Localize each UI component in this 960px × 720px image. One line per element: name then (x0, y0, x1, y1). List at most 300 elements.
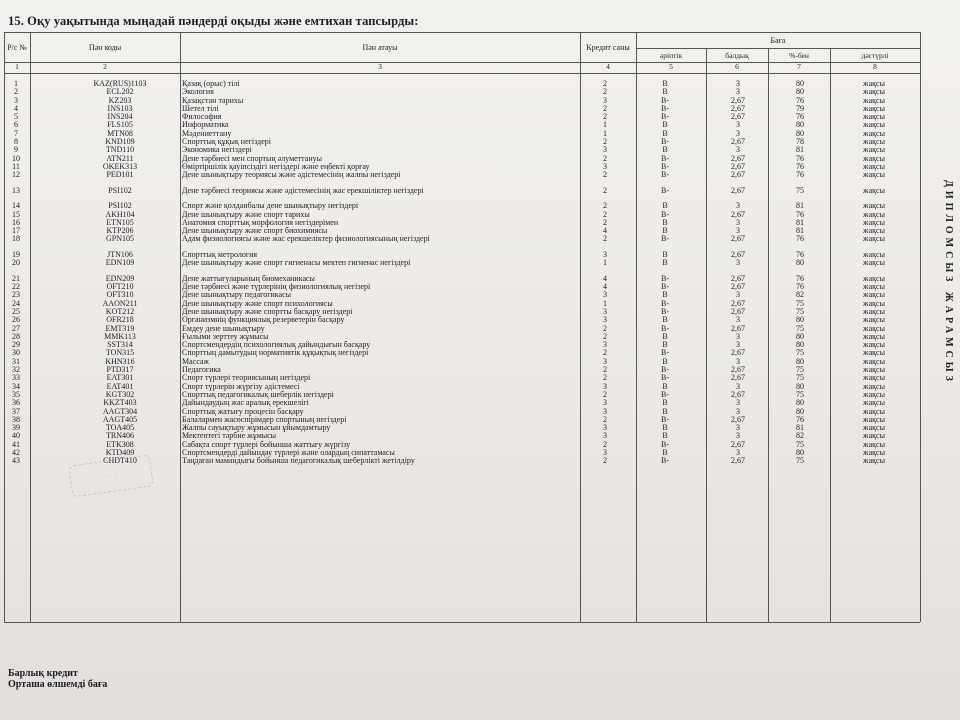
credit-count: 2 (603, 323, 607, 333)
table-row (4, 358, 920, 366)
document-footer (8, 668, 107, 690)
subject-name: Дене шынықтыру және спорт тарихы (182, 209, 310, 219)
grade-points: 3 (736, 423, 740, 433)
grade-percent: 76 (796, 161, 804, 171)
grade-percent: 81 (796, 201, 804, 211)
table-border-bottom (4, 622, 920, 623)
grade-percent: 75 (796, 456, 804, 466)
table-row (4, 171, 920, 187)
credit-count: 3 (603, 381, 607, 391)
traditional-grade: жақсы (863, 103, 885, 113)
row-number: 14 (12, 201, 20, 211)
table-row (4, 399, 920, 407)
table-row (4, 333, 920, 341)
credit-count: 2 (603, 201, 607, 211)
row-number: 22 (12, 282, 20, 292)
subject-name: Дене шынықтыру және спортты басқару негіздері (182, 306, 353, 316)
grade-percent: 76 (796, 273, 804, 283)
subject-name: Дене шынықтыру педагогикасы (182, 290, 292, 300)
traditional-grade: жақсы (863, 128, 885, 138)
subject-name: Дене тәрбиесі және түрлерінің физиологиялық негізері (182, 282, 371, 292)
grade-points: 2,67 (731, 282, 745, 292)
grade-percent: 76 (796, 153, 804, 163)
row-number: 38 (12, 414, 20, 424)
credit-count: 2 (603, 103, 607, 113)
grade-percent: 75 (796, 389, 804, 399)
subject-name: Спортсмендерді дайындау түрлері және олардың сипаттамасы (182, 447, 395, 457)
grade-points: 2,67 (731, 249, 745, 259)
subject-code: CHDT410 (103, 456, 137, 466)
credit-count: 2 (603, 439, 607, 449)
letter-grade: B- (661, 414, 669, 424)
grade-points: 2,67 (731, 439, 745, 449)
subject-name: Спорттың дамытудың нормативтік құқықтық негіздері (182, 348, 369, 358)
traditional-grade: жақсы (863, 217, 885, 227)
credit-count: 4 (603, 273, 607, 283)
credit-count: 2 (603, 112, 607, 122)
header-credit: Кредит саны (586, 42, 630, 52)
table-header (4, 32, 920, 62)
row-number: 29 (12, 340, 20, 350)
subject-code: AKH104 (105, 209, 135, 219)
table-row (4, 138, 920, 146)
grade-points: 2,67 (731, 348, 745, 358)
traditional-grade: жақсы (863, 356, 885, 366)
credit-count: 3 (603, 315, 607, 325)
grade-points: 2,67 (731, 414, 745, 424)
subject-code: OKEK313 (102, 161, 138, 171)
grade-percent: 78 (796, 137, 804, 147)
subject-name: Спорт түрлері теориясының негіздері (182, 373, 311, 383)
subject-name: Ғылыми зерттеу жұмысы (182, 331, 269, 341)
subject-code: KHN316 (105, 356, 135, 366)
column-number: 2 (103, 62, 107, 71)
table-row (4, 211, 920, 219)
table-row (4, 259, 920, 275)
subject-name: Балалармен жасөспірімдер спортының негіздері (182, 414, 347, 424)
subject-name: Сабақта спорт түрлері бойынша жаттығу жүргізу (182, 439, 351, 449)
subject-name: Дене шынықтыру теориясы және әдістемесінің жалпы негіздері (182, 170, 401, 180)
letter-grade: B- (661, 153, 669, 163)
letter-grade: B- (661, 348, 669, 358)
credit-count: 3 (603, 95, 607, 105)
subject-code: EDN209 (105, 273, 135, 283)
row-number: 36 (12, 398, 20, 408)
grade-points: 3 (736, 145, 740, 155)
grade-percent: 81 (796, 145, 804, 155)
subject-name: Дене тәрбиесі теориясы және әдістемесінің жас ерекшіліктер негіздері (182, 185, 424, 195)
letter-grade: B- (661, 209, 669, 219)
letter-grade: B- (661, 234, 669, 244)
traditional-grade: жақсы (863, 290, 885, 300)
letter-grade: B (662, 356, 668, 366)
grade-points: 2,67 (731, 373, 745, 383)
grade-points: 2,67 (731, 153, 745, 163)
letter-grade: B (662, 290, 668, 300)
subject-name: Экология (182, 87, 214, 97)
letter-grade: B (662, 398, 668, 408)
credit-count: 3 (603, 398, 607, 408)
subject-code: FLS105 (107, 120, 133, 130)
traditional-grade: жақсы (863, 381, 885, 391)
table-row (4, 325, 920, 333)
header-traditional: дәстүрлі (861, 51, 889, 60)
row-number: 17 (12, 226, 20, 236)
traditional-grade: жақсы (863, 79, 885, 88)
grade-points: 2,67 (731, 185, 745, 195)
traditional-grade: жақсы (863, 398, 885, 408)
grade-percent: 80 (796, 381, 804, 391)
traditional-grade: жақсы (863, 95, 885, 105)
letter-grade: B (662, 79, 668, 88)
grade-points: 3 (736, 87, 740, 97)
table-row (4, 283, 920, 291)
row-number: 5 (14, 112, 18, 122)
row-number: 10 (12, 153, 20, 163)
grade-percent: 76 (796, 112, 804, 122)
letter-grade: B- (661, 306, 669, 316)
letter-grade: B- (661, 323, 669, 333)
subject-code: OFT210 (106, 282, 134, 292)
row-number: 2 (14, 87, 18, 97)
table-row (4, 146, 920, 154)
grade-percent: 75 (796, 348, 804, 358)
grade-percent: 80 (796, 120, 804, 130)
table-row (4, 308, 920, 316)
credit-count: 2 (603, 373, 607, 383)
credit-count: 2 (603, 365, 607, 375)
grade-percent: 75 (796, 298, 804, 308)
gpa-label: Орташа өлшемді баға (8, 679, 108, 690)
letter-grade: B- (661, 185, 669, 195)
traditional-grade: жақсы (863, 373, 885, 383)
row-number: 34 (12, 381, 20, 391)
letter-grade: B- (661, 373, 669, 383)
row-number: 41 (12, 439, 20, 449)
subject-name: Қазақ (орыс) тілі (182, 79, 240, 88)
grade-points: 3 (736, 431, 740, 441)
letter-grade: B (662, 431, 668, 441)
row-number: 28 (12, 331, 20, 341)
grade-percent: 76 (796, 170, 804, 180)
letter-grade: B- (661, 456, 669, 466)
table-row (4, 202, 920, 210)
traditional-grade: жақсы (863, 365, 885, 375)
subject-code: ATN211 (106, 153, 134, 163)
table-row (4, 416, 920, 424)
grade-points: 3 (736, 290, 740, 300)
table-row (4, 383, 920, 391)
subject-name: Анатомия спорттық морфология негіздерімен (182, 217, 339, 227)
row-number: 15 (12, 209, 20, 219)
traditional-grade: жақсы (863, 414, 885, 424)
grade-percent: 76 (796, 282, 804, 292)
traditional-grade: жақсы (863, 331, 885, 341)
grade-percent: 81 (796, 217, 804, 227)
letter-grade: B (662, 331, 668, 341)
letter-grade: B- (661, 103, 669, 113)
row-number: 40 (12, 431, 20, 441)
subject-name: Спорт түрлерін жүргізу әдістемесі (182, 381, 300, 391)
table-row (4, 105, 920, 113)
grade-percent: 75 (796, 439, 804, 449)
grade-percent: 80 (796, 340, 804, 350)
grade-points: 3 (736, 406, 740, 416)
credit-count: 2 (603, 234, 607, 244)
subject-name: Спорттық метрология (182, 249, 258, 259)
subject-code: EDN109 (105, 258, 135, 268)
table-row (4, 300, 920, 308)
letter-grade: B- (661, 439, 669, 449)
grade-percent: 80 (796, 258, 804, 268)
column-number: 5 (669, 62, 673, 71)
row-number: 39 (12, 423, 20, 433)
table-row (4, 291, 920, 299)
table-row (4, 366, 920, 374)
traditional-grade: жақсы (863, 306, 885, 316)
row-number: 8 (14, 137, 18, 147)
grade-points: 2,67 (731, 389, 745, 399)
subject-name: Дене тәрбиесі мен спортың әлуметтануы (182, 153, 322, 163)
table-row (4, 219, 920, 227)
traditional-grade: жақсы (863, 340, 885, 350)
subject-name: Экономика негіздері (182, 145, 252, 155)
credit-count: 2 (603, 217, 607, 227)
traditional-grade: жақсы (863, 185, 885, 195)
letter-grade: B- (661, 112, 669, 122)
credit-count: 2 (603, 170, 607, 180)
letter-grade: B (662, 87, 668, 97)
grade-points: 3 (736, 340, 740, 350)
grade-points: 2,67 (731, 365, 745, 375)
grade-percent: 76 (796, 234, 804, 244)
letter-grade: B (662, 406, 668, 416)
traditional-grade: жақсы (863, 120, 885, 130)
subject-name: Педагогика (182, 365, 221, 375)
total-credits-label: Барлық кредит (8, 668, 78, 679)
table-row (4, 275, 920, 283)
table-row (4, 130, 920, 138)
letter-grade: B (662, 249, 668, 259)
credit-count: 3 (603, 290, 607, 300)
grade-points: 2,67 (731, 456, 745, 466)
subject-name: Организмнің функциялық резерветерін басқару (182, 315, 345, 325)
table-row (4, 441, 920, 449)
credit-count: 1 (603, 128, 607, 138)
table-row (4, 227, 920, 235)
table-border-top (4, 32, 920, 33)
traditional-grade: жақсы (863, 298, 885, 308)
row-number: 3 (14, 95, 18, 105)
row-number: 31 (12, 356, 20, 366)
credit-count: 2 (603, 389, 607, 399)
row-number: 19 (12, 249, 20, 259)
grade-points: 3 (736, 201, 740, 211)
grade-points: 3 (736, 315, 740, 325)
subject-code: AAGT405 (102, 414, 138, 424)
grade-points: 2,67 (731, 95, 745, 105)
column-number: 4 (606, 62, 610, 71)
table-row (4, 391, 920, 399)
grade-points: 2,67 (731, 209, 745, 219)
row-number: 1 (14, 79, 18, 88)
traditional-grade: жақсы (863, 406, 885, 416)
credit-count: 3 (603, 306, 607, 316)
row-number: 7 (14, 128, 18, 138)
grade-points: 3 (736, 331, 740, 341)
traditional-grade: жақсы (863, 323, 885, 333)
subject-name: Дене шынықтыру және спорт психологиясы (182, 298, 333, 308)
grade-percent: 76 (796, 209, 804, 219)
table-row (4, 80, 920, 88)
letter-grade: B (662, 201, 668, 211)
letter-grade: B- (661, 95, 669, 105)
grade-points: 3 (736, 79, 740, 88)
credit-count: 2 (603, 348, 607, 358)
grade-points: 3 (736, 447, 740, 457)
letter-grade: B (662, 217, 668, 227)
letter-grade: B- (661, 389, 669, 399)
credit-count: 2 (603, 456, 607, 466)
subject-code: AAON211 (102, 298, 138, 308)
grade-percent: 80 (796, 447, 804, 457)
traditional-grade: жақсы (863, 315, 885, 325)
subject-name: Дене шынықтыру және спорт гигиенасы мектеп гигиенас негіздері (182, 258, 411, 268)
subject-code: KGT302 (105, 389, 135, 399)
header-letter: әріптік (659, 51, 683, 60)
subject-code: PSI102 (108, 201, 132, 211)
grade-points: 3 (736, 356, 740, 366)
grade-points: 3 (736, 226, 740, 236)
row-number: 18 (12, 234, 20, 244)
subject-name: Жалпы сауықтыру жұмысын ұйымдамтыру (182, 423, 331, 433)
credit-count: 3 (603, 431, 607, 441)
subject-code: ETK308 (106, 439, 134, 449)
grades-table-body (4, 80, 920, 473)
grade-points: 3 (736, 128, 740, 138)
traditional-grade: жақсы (863, 137, 885, 147)
header-no: Р/с № (7, 42, 27, 52)
traditional-grade: жақсы (863, 201, 885, 211)
letter-grade: B (662, 226, 668, 236)
traditional-grade: жақсы (863, 447, 885, 457)
subject-code: MMK113 (104, 331, 136, 341)
traditional-grade: жақсы (863, 456, 885, 466)
subject-name: Адам физиологиясы және жас ерекшеліктер физиологиясының негіздері (182, 234, 430, 244)
grade-percent: 76 (796, 249, 804, 259)
table-row (4, 424, 920, 432)
subject-code: ETN105 (106, 217, 134, 227)
subject-code: GPN105 (105, 234, 134, 244)
column-number: 6 (735, 62, 739, 71)
grade-percent: 80 (796, 331, 804, 341)
credit-count: 3 (603, 145, 607, 155)
table-row (4, 316, 920, 324)
grade-points: 3 (736, 120, 740, 130)
credit-count: 2 (603, 137, 607, 147)
row-number: 27 (12, 323, 20, 333)
subject-name: Спорттық құқық негіздері (182, 137, 271, 147)
credit-count: 3 (603, 447, 607, 457)
column-number: 8 (873, 62, 877, 71)
table-row (4, 121, 920, 129)
subject-code: ECL202 (106, 87, 134, 97)
table-row (4, 163, 920, 171)
row-number: 24 (12, 298, 20, 308)
letter-grade: B (662, 447, 668, 457)
row-number: 23 (12, 290, 20, 300)
letter-grade: B- (661, 161, 669, 171)
credit-count: 1 (603, 258, 607, 268)
traditional-grade: жақсы (863, 439, 885, 449)
faded-stamp: · · · (68, 454, 154, 497)
traditional-grade: жақсы (863, 112, 885, 122)
grade-points: 3 (736, 381, 740, 391)
grade-points: 2,67 (731, 298, 745, 308)
traditional-grade: жақсы (863, 87, 885, 97)
subject-name: Спорттық педагогикалық шеберлік негіздері (182, 389, 334, 399)
side-watermark-text: ДИПЛОМСЫЗ ЖАРАМСЫЗ (943, 180, 954, 385)
grade-points: 3 (736, 398, 740, 408)
credit-count: 4 (603, 226, 607, 236)
letter-grade: B- (661, 273, 669, 283)
table-row (4, 374, 920, 382)
row-number: 26 (12, 315, 20, 325)
row-number: 30 (12, 348, 20, 358)
subject-name: Мектептегі тәрбие жұмысы (182, 431, 277, 441)
row-number: 37 (12, 406, 20, 416)
traditional-grade: жақсы (863, 170, 885, 180)
credit-count: 2 (603, 87, 607, 97)
letter-grade: B (662, 120, 668, 130)
grade-percent: 80 (796, 315, 804, 325)
table-row (4, 349, 920, 357)
letter-grade: B (662, 381, 668, 391)
subject-code: EMT319 (105, 323, 135, 333)
subject-name: Информатика (182, 120, 229, 130)
subject-code: PTD317 (106, 365, 134, 375)
traditional-grade: жақсы (863, 145, 885, 155)
grade-percent: 81 (796, 226, 804, 236)
credit-count: 2 (603, 209, 607, 219)
traditional-grade: жақсы (863, 348, 885, 358)
grade-points: 2,67 (731, 161, 745, 171)
credit-count: 3 (603, 161, 607, 171)
subject-name: Спортсмендердің психологиялық дайындығын басқару (182, 340, 371, 350)
row-number: 9 (14, 145, 18, 155)
subject-name: Спорттық жатығу процесін басқару (182, 406, 304, 416)
row-number: 33 (12, 373, 20, 383)
subject-code: EAT401 (106, 381, 134, 391)
subject-code: JTN106 (107, 249, 133, 259)
credit-count: 1 (603, 298, 607, 308)
col-line (920, 32, 921, 622)
subject-code: EAT301 (106, 373, 134, 383)
traditional-grade: жақсы (863, 258, 885, 268)
grade-percent: 80 (796, 128, 804, 138)
row-number: 4 (14, 103, 18, 113)
credit-count: 2 (603, 185, 607, 195)
letter-grade: B (662, 258, 668, 268)
subject-code: TOA405 (105, 423, 135, 433)
letter-grade: B- (661, 365, 669, 375)
table-row (4, 155, 920, 163)
row-number: 43 (12, 456, 20, 466)
subject-code: KTP206 (106, 226, 134, 236)
credit-count: 3 (603, 356, 607, 366)
traditional-grade: жақсы (863, 423, 885, 433)
subject-code: TON315 (105, 348, 135, 358)
